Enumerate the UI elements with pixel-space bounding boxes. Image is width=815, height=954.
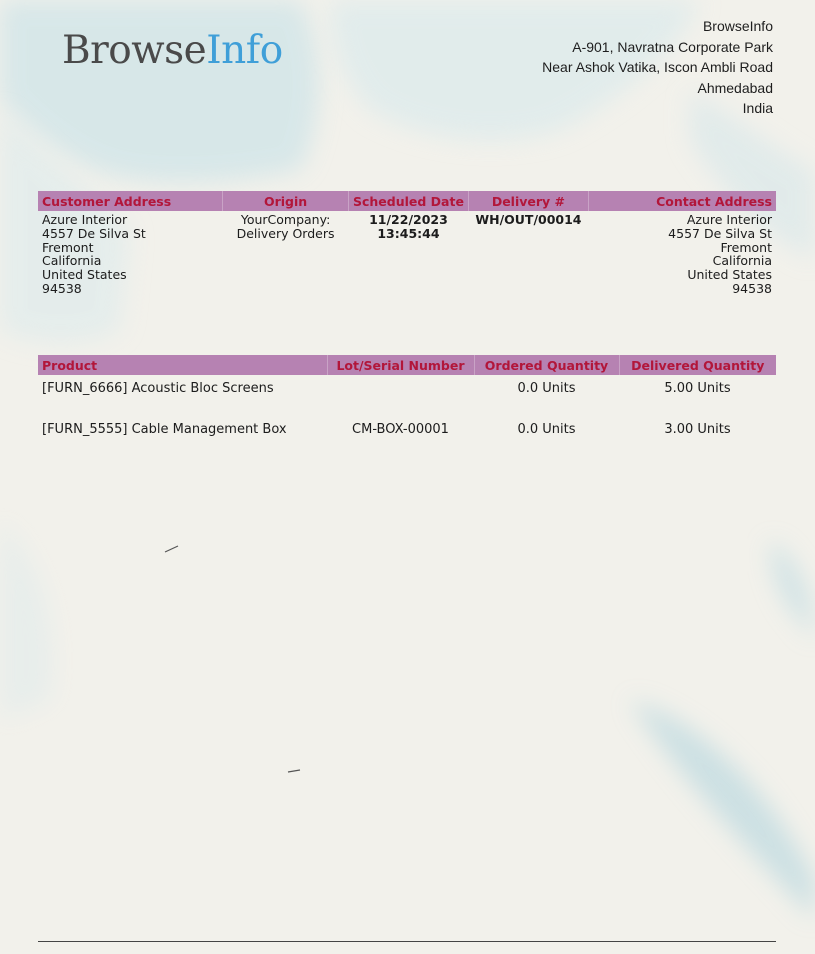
contact-address-cell [588,211,776,298]
company-logo [62,28,283,73]
customer-address-line: Fremont [42,239,94,255]
product-lot: CM-BOX-00001 [352,422,449,437]
origin-line: Delivery Orders [236,225,335,241]
column-header-delivered-quantity: Delivered Quantity [619,355,776,375]
column-header-origin: Origin [223,191,349,211]
customer-address-cell [38,211,223,298]
customer-address-line: California [42,253,102,269]
company-address-block [542,16,773,119]
scheduled-date-cell [348,211,468,298]
column-header-contact-address: Contact Address [588,191,776,211]
customer-address-line: 94538 [42,280,82,296]
column-header-scheduled-date: Scheduled Date [348,191,468,211]
column-header-ordered-quantity: Ordered Quantity [474,355,619,375]
footer-divider [38,941,776,942]
contact-address-line: United States [687,267,772,283]
company-address-line: A-901, Navratna Corporate Park [572,38,773,55]
delivery-info-table [38,191,776,298]
contact-address-line: 94538 [732,280,772,296]
company-name: BrowseInfo [702,18,773,34]
origin-line: YourCompany: [240,212,331,227]
product-row [38,375,776,416]
scheduled-time: 13:45:44 [377,225,440,241]
product-lot [327,375,474,416]
contact-address-line: Fremont [720,239,772,255]
customer-address-line: United States [42,267,127,283]
scheduled-date: 11/22/2023 [369,212,448,227]
contact-address-line: 4557 De Silva St [668,225,772,241]
company-address-line: Near Ashok Vatika, Iscon Ambli Road [542,59,773,75]
product-table [38,355,776,457]
company-address-line: Ahmedabad [697,79,773,96]
product-ordered-quantity: 0.0 Units [517,381,576,396]
product-name: [FURN_6666] Acoustic Bloc Screens [42,381,274,396]
delivery-number-cell [468,211,588,298]
contact-address-line: California [712,253,772,269]
product-ordered-quantity: 0.0 Units [517,422,576,437]
customer-address-line: 4557 De Silva St [42,225,146,241]
column-header-product: Product [38,355,327,375]
delivery-info-header-row [38,191,776,211]
column-header-customer-address: Customer Address [38,191,223,211]
product-header-row [38,355,776,375]
origin-cell [223,211,349,298]
logo-text-browse: Browse [62,28,207,73]
delivery-number: WH/OUT/00014 [475,212,582,227]
product-delivered-quantity: 3.00 Units [664,422,731,437]
column-header-lot-serial: Lot/Serial Number [327,355,474,375]
company-address-line: India [742,100,773,116]
customer-address-line: Azure Interior [42,212,128,227]
product-delivered-quantity: 5.00 Units [664,381,731,396]
product-row [38,416,776,457]
logo-text-info: Info [206,28,283,73]
column-header-delivery-number: Delivery # [468,191,588,211]
delivery-info-row [38,211,776,298]
product-name: [FURN_5555] Cable Management Box [42,422,287,437]
contact-address-line: Azure Interior [686,212,772,227]
